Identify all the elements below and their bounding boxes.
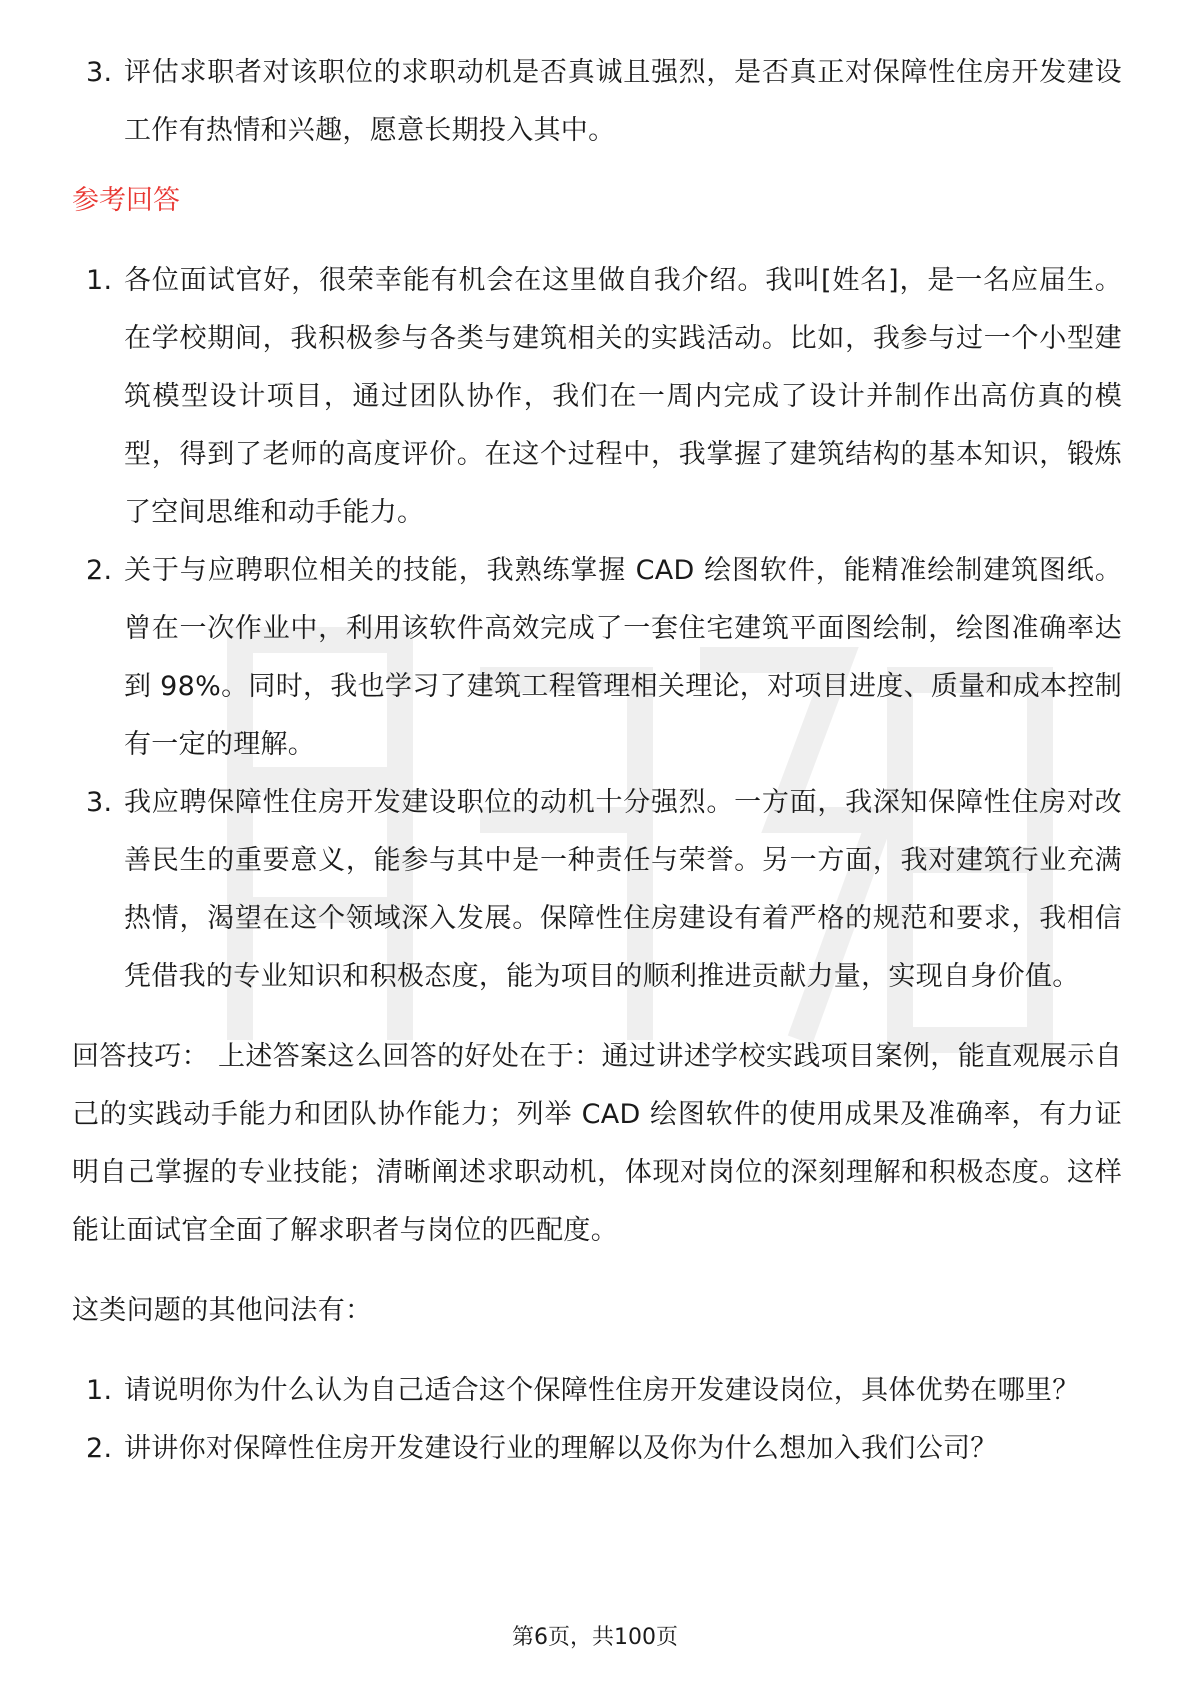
list-item: [72, 44, 1122, 160]
spacer: [72, 1006, 1122, 1028]
spacer: [72, 1340, 1122, 1362]
list-text: 请说明你为什么认为自己适合这个保障性住房开发建设岗位，具体优势在哪里？: [124, 1375, 1080, 1406]
spacer: [72, 1260, 1122, 1282]
list-number: 1.: [86, 1375, 113, 1406]
list-number: 1.: [86, 265, 113, 296]
other-questions-intro: 这类问题的其他问法有：: [72, 1295, 373, 1326]
list-text: 讲讲你对保障性住房开发建设行业的理解以及你为什么想加入我们公司？: [124, 1433, 998, 1464]
list-text: 评估求职者对该职位的求职动机是否真诚且强烈，是否真正对保障性住房开发建设工作有热情和兴趣，愿意长期投入其中。: [124, 57, 1122, 146]
section-heading-reference: 参考回答: [72, 185, 180, 216]
list-item: [72, 1420, 1122, 1478]
list-text: 我应聘保障性住房开发建设职位的动机十分强烈。一方面，我深知保障性住房对改善民生的重要意义，能参与其中是一种责任与荣誉。另一方面，我对建筑行业充满热情，渴望在这个领域深入发展。保障性住房建设有着严格的规范和要求，我相信凭借我的专业知识和积极态度，能为项目的顺利推进贡献力量，实现自身价值。: [124, 787, 1122, 992]
list-number: 2.: [86, 1433, 113, 1464]
answer-tips-paragraph: 回答技巧： 上述答案这么回答的好处在于：通过讲述学校实践项目案例，能直观展示自己的实践动手能力和团队协作能力；列举 CAD 绘图软件的使用成果及准确率，有力证明自己掌握的专业技能；清晰阐述求职动机，体现对岗位的深刻理解和积极态度。这样能让面试官全面了解求职者与岗位的匹配度。: [72, 1041, 1122, 1246]
list-item: [72, 542, 1122, 774]
page-footer: 第6页，共100页: [512, 1625, 678, 1650]
list-number: 3.: [86, 57, 113, 88]
main-content: [72, 44, 1122, 1478]
list-item: [72, 774, 1122, 1006]
list-text: 关于与应聘职位相关的技能，我熟练掌握 CAD 绘图软件，能精准绘制建筑图纸。曾在一次作业中，利用该软件高效完成了一套住宅建筑平面图绘制，绘图准确率达到 98%。同时，我也学习了建筑工程管理相关理论，对项目进度、质量和成本控制有一定的理解。: [124, 555, 1122, 760]
list-number: 2.: [86, 555, 113, 586]
list-item: [72, 252, 1122, 542]
list-item: [72, 1362, 1122, 1420]
list-text: 各位面试官好，很荣幸能有机会在这里做自我介绍。我叫[姓名]，是一名应届生。在学校期间，我积极参与各类与建筑相关的实践活动。比如，我参与过一个小型建筑模型设计项目，通过团队协作，我们在一周内完成了设计并制作出高仿真的模型，得到了老师的高度评价。在这个过程中，我掌握了建筑结构的基本知识，锻炼了空间思维和动手能力。: [124, 265, 1122, 528]
list-number: 3.: [86, 787, 113, 818]
